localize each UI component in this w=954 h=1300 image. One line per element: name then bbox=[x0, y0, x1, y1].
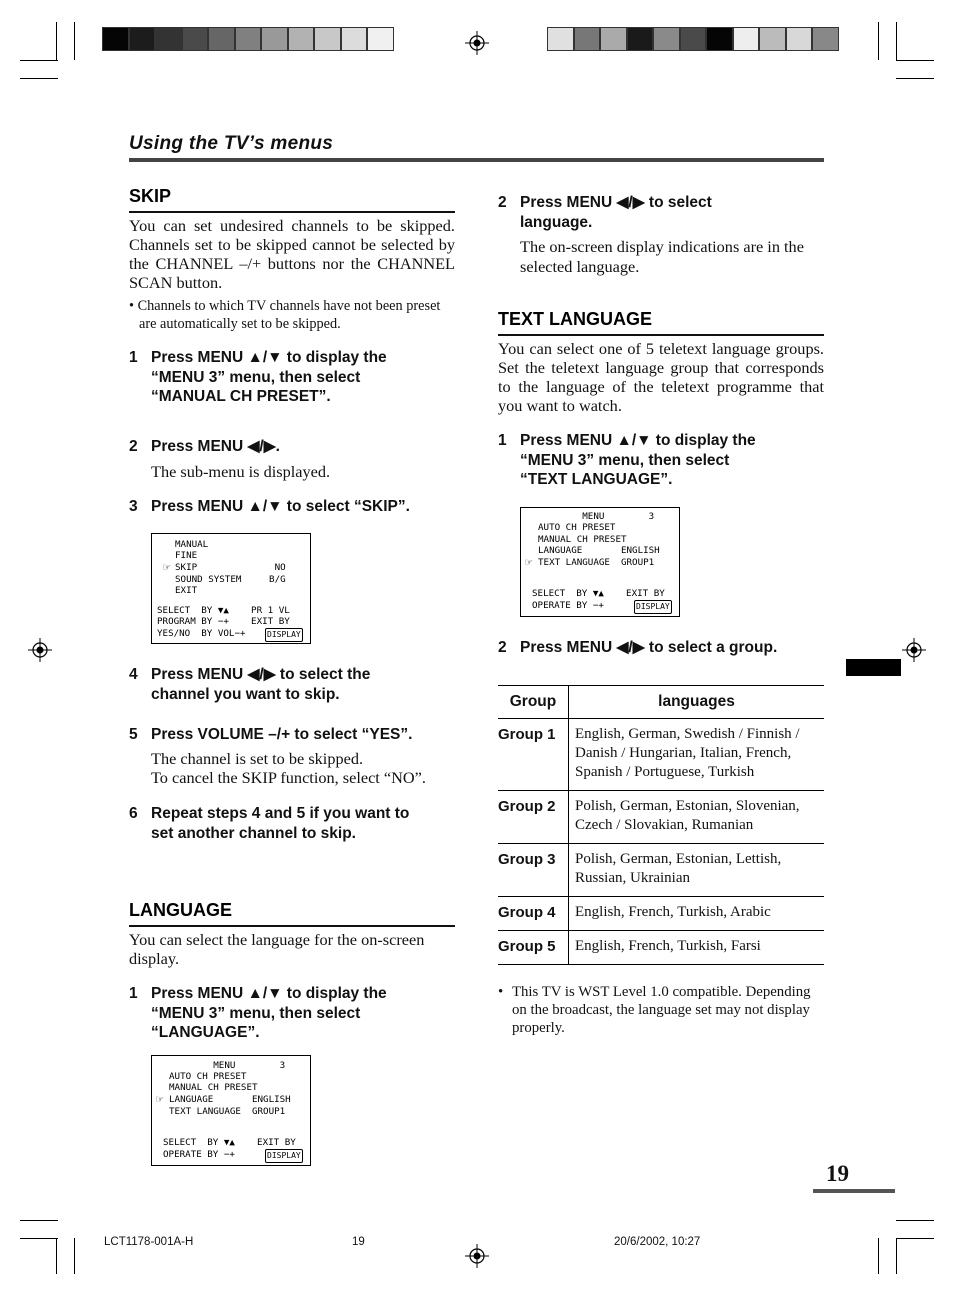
display-key-label: DISPLAY bbox=[265, 628, 303, 642]
language-step-2-result: The on-screen display indications are in the selected language. bbox=[520, 237, 804, 276]
osd-line: AUTO CH PRESET bbox=[538, 522, 616, 533]
display-key-label: DISPLAY bbox=[265, 1149, 303, 1163]
table-row bbox=[498, 844, 824, 897]
footer-date: 20/6/2002, 10:27 bbox=[614, 1236, 701, 1248]
osd-line: SKIP NO bbox=[175, 562, 286, 573]
registration-mark-top bbox=[465, 31, 489, 55]
page-number: 19 bbox=[826, 1161, 849, 1186]
skip-note: • Channels to which TV channels have not been preset are automatically set to be skipped. bbox=[129, 298, 441, 332]
text-language-heading: TEXT LANGUAGE bbox=[498, 309, 653, 329]
language-group-table bbox=[498, 685, 824, 965]
skip-osd-screen bbox=[151, 533, 311, 644]
step-number: 1 bbox=[129, 349, 138, 366]
step-text: Press MENU ▲/▼ to display the “MENU 3” menu, then select “LANGUAGE”. bbox=[151, 985, 387, 1041]
step-text: Press MENU ◀/▶ to select a group. bbox=[520, 639, 778, 656]
step-number: 1 bbox=[498, 432, 507, 449]
group-cell: Group 3 bbox=[498, 844, 569, 897]
table-row bbox=[498, 931, 824, 965]
osd-line: SELECT BY ▼▲ PR 1 VL bbox=[157, 605, 290, 616]
step-text: Press MENU ◀/▶ to select the channel you want to skip. bbox=[151, 666, 371, 703]
languages-cell: English, German, Swedish / Finnish / Danish / Hungarian, Italian, French, Spanish / Portuguese, Turkish bbox=[569, 719, 825, 791]
pointing-hand-icon: ☞ bbox=[163, 560, 171, 574]
skip-intro: You can set undesired channels to be skipped. Channels set to be skipped cannot be selected by the CHANNEL –/+ buttons nor the CHANNEL SCAN button. bbox=[129, 216, 455, 292]
step-number: 4 bbox=[129, 666, 138, 683]
osd-line: EXIT bbox=[175, 585, 198, 596]
osd-line: PROGRAM BY −+ EXIT BY bbox=[157, 616, 290, 627]
table-row bbox=[498, 719, 824, 791]
osd-line: FINE bbox=[175, 550, 198, 561]
text-language-note: This TV is WST Level 1.0 compatible. Depending on the broadcast, the language set may not display properly. bbox=[512, 984, 811, 1036]
osd-line: MENU 3 bbox=[538, 511, 655, 522]
group-cell: Group 5 bbox=[498, 931, 569, 965]
languages-cell: English, French, Turkish, Farsi bbox=[569, 931, 825, 965]
osd-line: TEXT LANGUAGE GROUP1 bbox=[169, 1106, 286, 1117]
step-number: 2 bbox=[129, 438, 138, 455]
step-number: 2 bbox=[498, 194, 507, 211]
step-number: 6 bbox=[129, 805, 138, 822]
footer-page: 19 bbox=[352, 1236, 365, 1248]
group-cell: Group 1 bbox=[498, 719, 569, 791]
osd-line: MANUAL CH PRESET bbox=[538, 534, 627, 545]
skip-heading: SKIP bbox=[129, 186, 172, 206]
footer-code: LCT1178-001A-H bbox=[104, 1236, 194, 1248]
display-key-label: DISPLAY bbox=[634, 600, 672, 614]
step-number: 5 bbox=[129, 726, 138, 743]
text-language-intro: You can select one of 5 teletext language groups. Set the teletext language group that corresponds to the language of the teletext programme that you want to watch. bbox=[498, 339, 824, 415]
pointing-hand-icon: ☞ bbox=[525, 555, 533, 569]
step-text: Press MENU ▲/▼ to select “SKIP”. bbox=[151, 498, 410, 515]
step-text: Press MENU ◀/▶. bbox=[151, 438, 280, 455]
languages-cell: English, French, Turkish, Arabic bbox=[569, 897, 825, 931]
osd-line: LANGUAGE ENGLISH bbox=[169, 1094, 291, 1105]
step-number: 2 bbox=[498, 639, 507, 656]
languages-cell: Polish, German, Estonian, Slovenian, Czech / Slovakian, Rumanian bbox=[569, 791, 825, 844]
bullet-icon: • bbox=[498, 984, 504, 1000]
step-text: Press MENU ▲/▼ to display the “MENU 3” menu, then select “TEXT LANGUAGE”. bbox=[520, 432, 756, 488]
registration-mark-right bbox=[902, 638, 926, 662]
osd-line: SELECT BY ▼▲ EXIT BY bbox=[163, 1137, 296, 1148]
table-row bbox=[498, 897, 824, 931]
language-rule bbox=[129, 925, 455, 927]
osd-line: OPERATE BY −+ bbox=[163, 1149, 235, 1160]
osd-line: LANGUAGE ENGLISH bbox=[538, 545, 660, 556]
table-header-languages: languages bbox=[569, 686, 825, 719]
languages-cell: Polish, German, Estonian, Lettish, Russian, Ukrainian bbox=[569, 844, 825, 897]
table-header-group: Group bbox=[498, 686, 569, 719]
group-cell: Group 2 bbox=[498, 791, 569, 844]
step-text: Press MENU ◀/▶ to select language. bbox=[520, 194, 712, 231]
language-osd-screen bbox=[151, 1055, 311, 1166]
step-text: Repeat steps 4 and 5 if you want to set another channel to skip. bbox=[151, 805, 410, 842]
text-language-osd-screen bbox=[520, 507, 680, 617]
skip-step-2-result: The sub-menu is displayed. bbox=[151, 462, 331, 481]
osd-line: MANUAL bbox=[175, 539, 209, 550]
registration-mark-bottom bbox=[465, 1244, 489, 1268]
osd-line: OPERATE BY −+ bbox=[532, 600, 604, 611]
step-number: 1 bbox=[129, 985, 138, 1002]
osd-line: MANUAL CH PRESET bbox=[169, 1082, 258, 1093]
language-intro: You can select the language for the on-screen display. bbox=[129, 930, 425, 968]
osd-line: SELECT BY ▼▲ EXIT BY bbox=[532, 588, 665, 599]
step-text: Press VOLUME –/+ to select “YES”. bbox=[151, 726, 413, 743]
language-heading: LANGUAGE bbox=[129, 900, 232, 920]
registration-mark-left bbox=[28, 638, 52, 662]
osd-line: YES/NO BY VOL−+ bbox=[157, 628, 246, 639]
text-language-rule bbox=[498, 334, 824, 336]
osd-line: TEXT LANGUAGE GROUP1 bbox=[538, 557, 655, 568]
osd-line: AUTO CH PRESET bbox=[169, 1071, 247, 1082]
table-header-row bbox=[498, 686, 824, 719]
page-title: Using the TV’s menus bbox=[129, 133, 334, 154]
group-cell: Group 4 bbox=[498, 897, 569, 931]
step-number: 3 bbox=[129, 498, 138, 515]
skip-step-5-result: The channel is set to be skipped. To cancel the SKIP function, select “NO”. bbox=[151, 749, 426, 787]
osd-line: SOUND SYSTEM B/G bbox=[175, 574, 286, 585]
pointing-hand-icon: ☞ bbox=[156, 1092, 164, 1106]
step-text: Press MENU ▲/▼ to display the “MENU 3” menu, then select “MANUAL CH PRESET”. bbox=[151, 349, 387, 405]
edge-tab bbox=[846, 659, 901, 676]
table-row bbox=[498, 791, 824, 844]
skip-rule bbox=[129, 211, 455, 213]
header-rule bbox=[129, 158, 824, 162]
page-number-rule bbox=[813, 1189, 895, 1193]
osd-line: MENU 3 bbox=[169, 1060, 286, 1071]
